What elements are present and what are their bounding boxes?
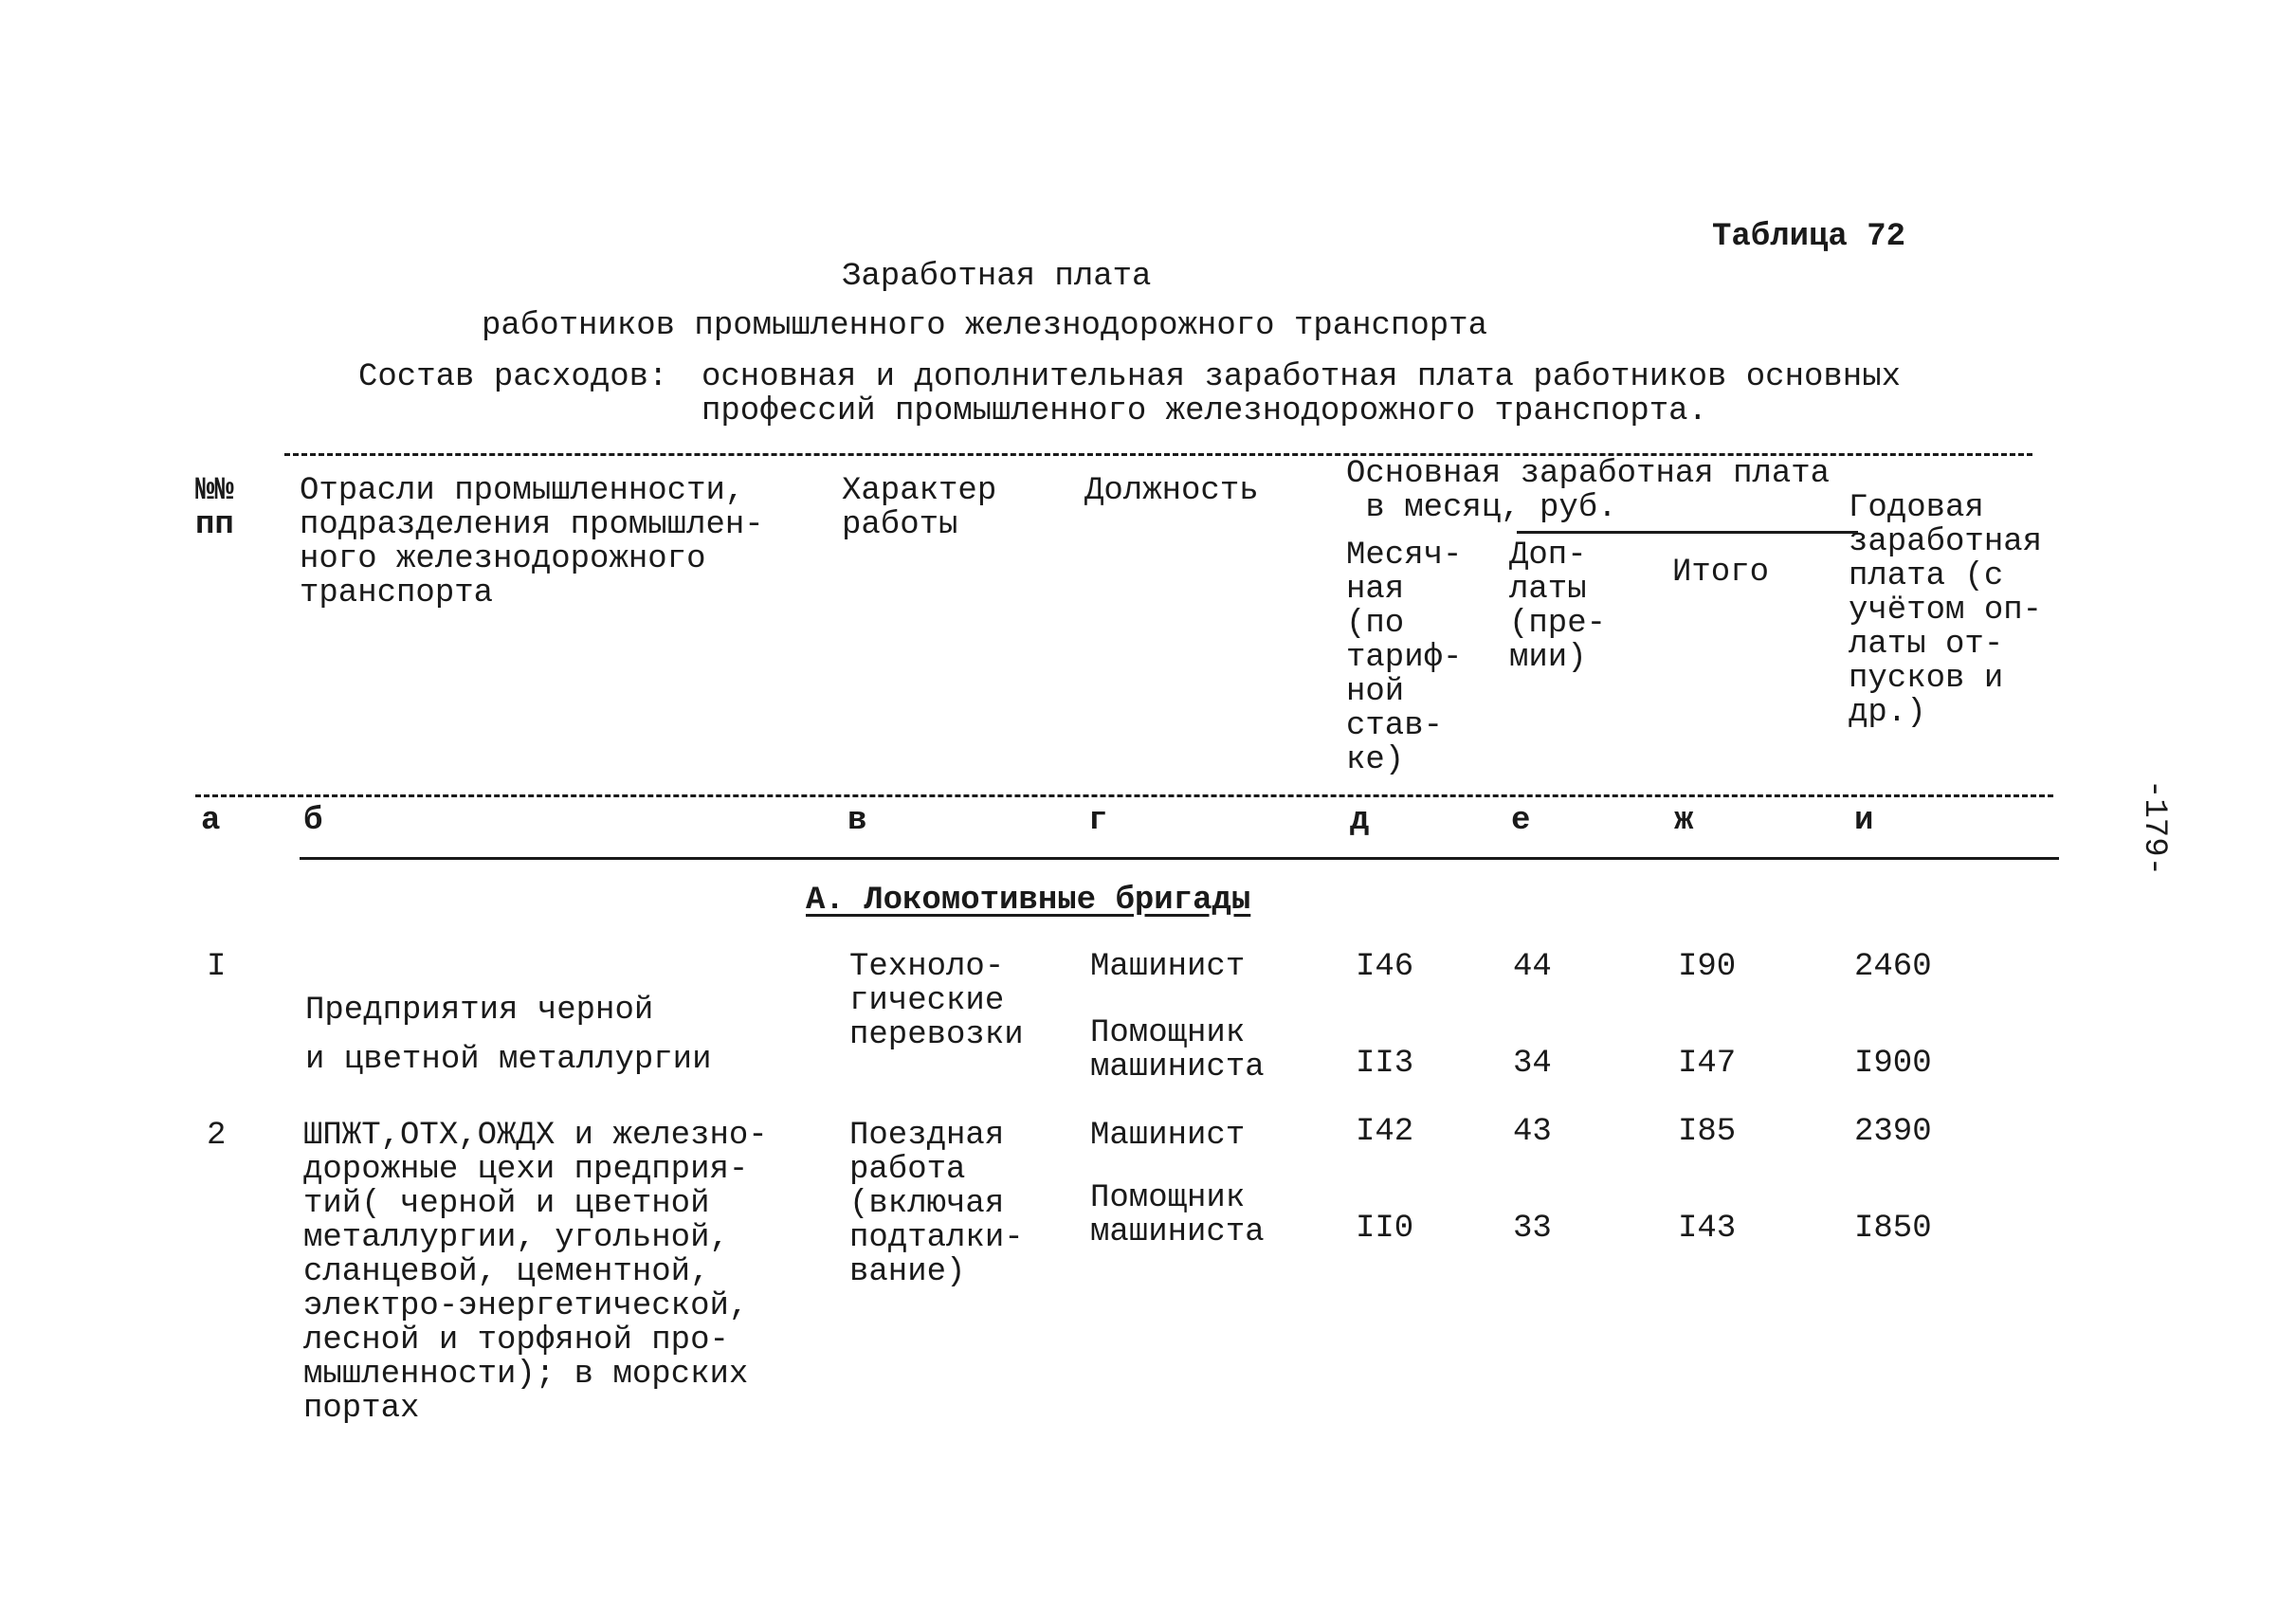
page-number: -179- [2136,779,2172,877]
row-2-pos-2-total: I43 [1678,1211,1737,1247]
row-2-pos-1-annual: 2390 [1854,1114,1932,1150]
header-bottom-rule [195,794,2053,797]
row-1-num: I [207,949,227,985]
row-1-pos-1-total: I90 [1678,949,1737,985]
column-letter-a: а [201,803,221,839]
column-letter-e: е [1511,803,1531,839]
header-group-rule [1517,531,1858,534]
column-letter-i: и [1854,803,1874,839]
column-letter-d: д [1350,803,1370,839]
header-industry: Отрасли промышленности, подразделения промышлен- ного железнодорожного транспорта [300,473,764,611]
row-1-pos-2-title: Помощник машиниста [1090,1015,1265,1085]
composition-label: Состав расходов: [358,359,668,395]
header-position: Должность [1084,473,1259,509]
row-2-industry: ШПЖТ,ОТХ,ОЖДХ и железно- дорожные цехи предприя- тий( черной и цветной металлургии, угольной, сланцевой, цементной, электро-энергетической, лесной и торфяной про- мышленности); в морских портах [303,1118,768,1427]
section-title [806,884,1250,918]
column-letter-zh: ж [1674,803,1694,839]
row-1-pos-2-annual: I900 [1854,1046,1932,1082]
header-work-type: Характер работы [842,473,997,543]
row-2-num: 2 [207,1118,227,1154]
composition-text-line2: профессий промышленного железнодорожного транспорта. [702,393,1707,429]
letters-bottom-rule [300,857,2059,860]
column-letter-g: г [1088,803,1108,839]
row-1-pos-1-monthly: I46 [1356,949,1414,985]
row-1-pos-1-bonus: 44 [1513,949,1552,985]
page-title: Заработная плата [842,259,1152,295]
row-1-pos-1-annual: 2460 [1854,949,1932,985]
header-total: Итого [1672,555,1770,591]
column-letter-b: б [303,803,323,839]
row-1-work-type: Техноло- гические перевозки [849,949,1024,1053]
header-base-salary-group: Основная заработная плата в месяц, руб. [1346,456,1831,526]
column-letter-v: в [847,803,867,839]
row-2-pos-1-total: I85 [1678,1114,1737,1150]
header-monthly: Месяч- ная (по тариф- ной став- ке) [1346,538,1463,778]
row-2-pos-2-bonus: 33 [1513,1211,1552,1247]
row-1-pos-2-total: I47 [1678,1046,1737,1082]
row-2-pos-2-annual: I850 [1854,1211,1932,1247]
row-2-work-type: Поездная работа (включая подталки- вание) [849,1118,1024,1290]
row-2-pos-1-monthly: I42 [1356,1114,1414,1150]
header-bonuses: Доп- латы (пре- мии) [1509,538,1607,676]
row-2-pos-1-title: Машинист [1090,1118,1246,1154]
page-subtitle: работников промышленного железнодорожного транспорта [482,308,1487,344]
row-1-industry: Предприятия черной и цветной металлургии [305,993,712,1078]
header-num: №№ пп [195,473,234,543]
row-1-pos-1-title: Машинист [1090,949,1246,985]
row-1-pos-2-monthly: II3 [1356,1046,1414,1082]
row-2-pos-1-bonus: 43 [1513,1114,1552,1150]
row-2-pos-2-monthly: II0 [1356,1211,1414,1247]
header-annual: Годовая заработная плата (с учётом оп- латы от- пусков и др.) [1849,490,2043,731]
row-1-pos-2-bonus: 34 [1513,1046,1552,1082]
row-2-pos-2-title: Помощник машиниста [1090,1180,1265,1250]
composition-text-line1: основная и дополнительная заработная плата работников основных [702,359,1902,395]
section-title-text: А. Локомотивные бригады [806,883,1251,919]
table-label: Таблица 72 [1712,219,1906,255]
